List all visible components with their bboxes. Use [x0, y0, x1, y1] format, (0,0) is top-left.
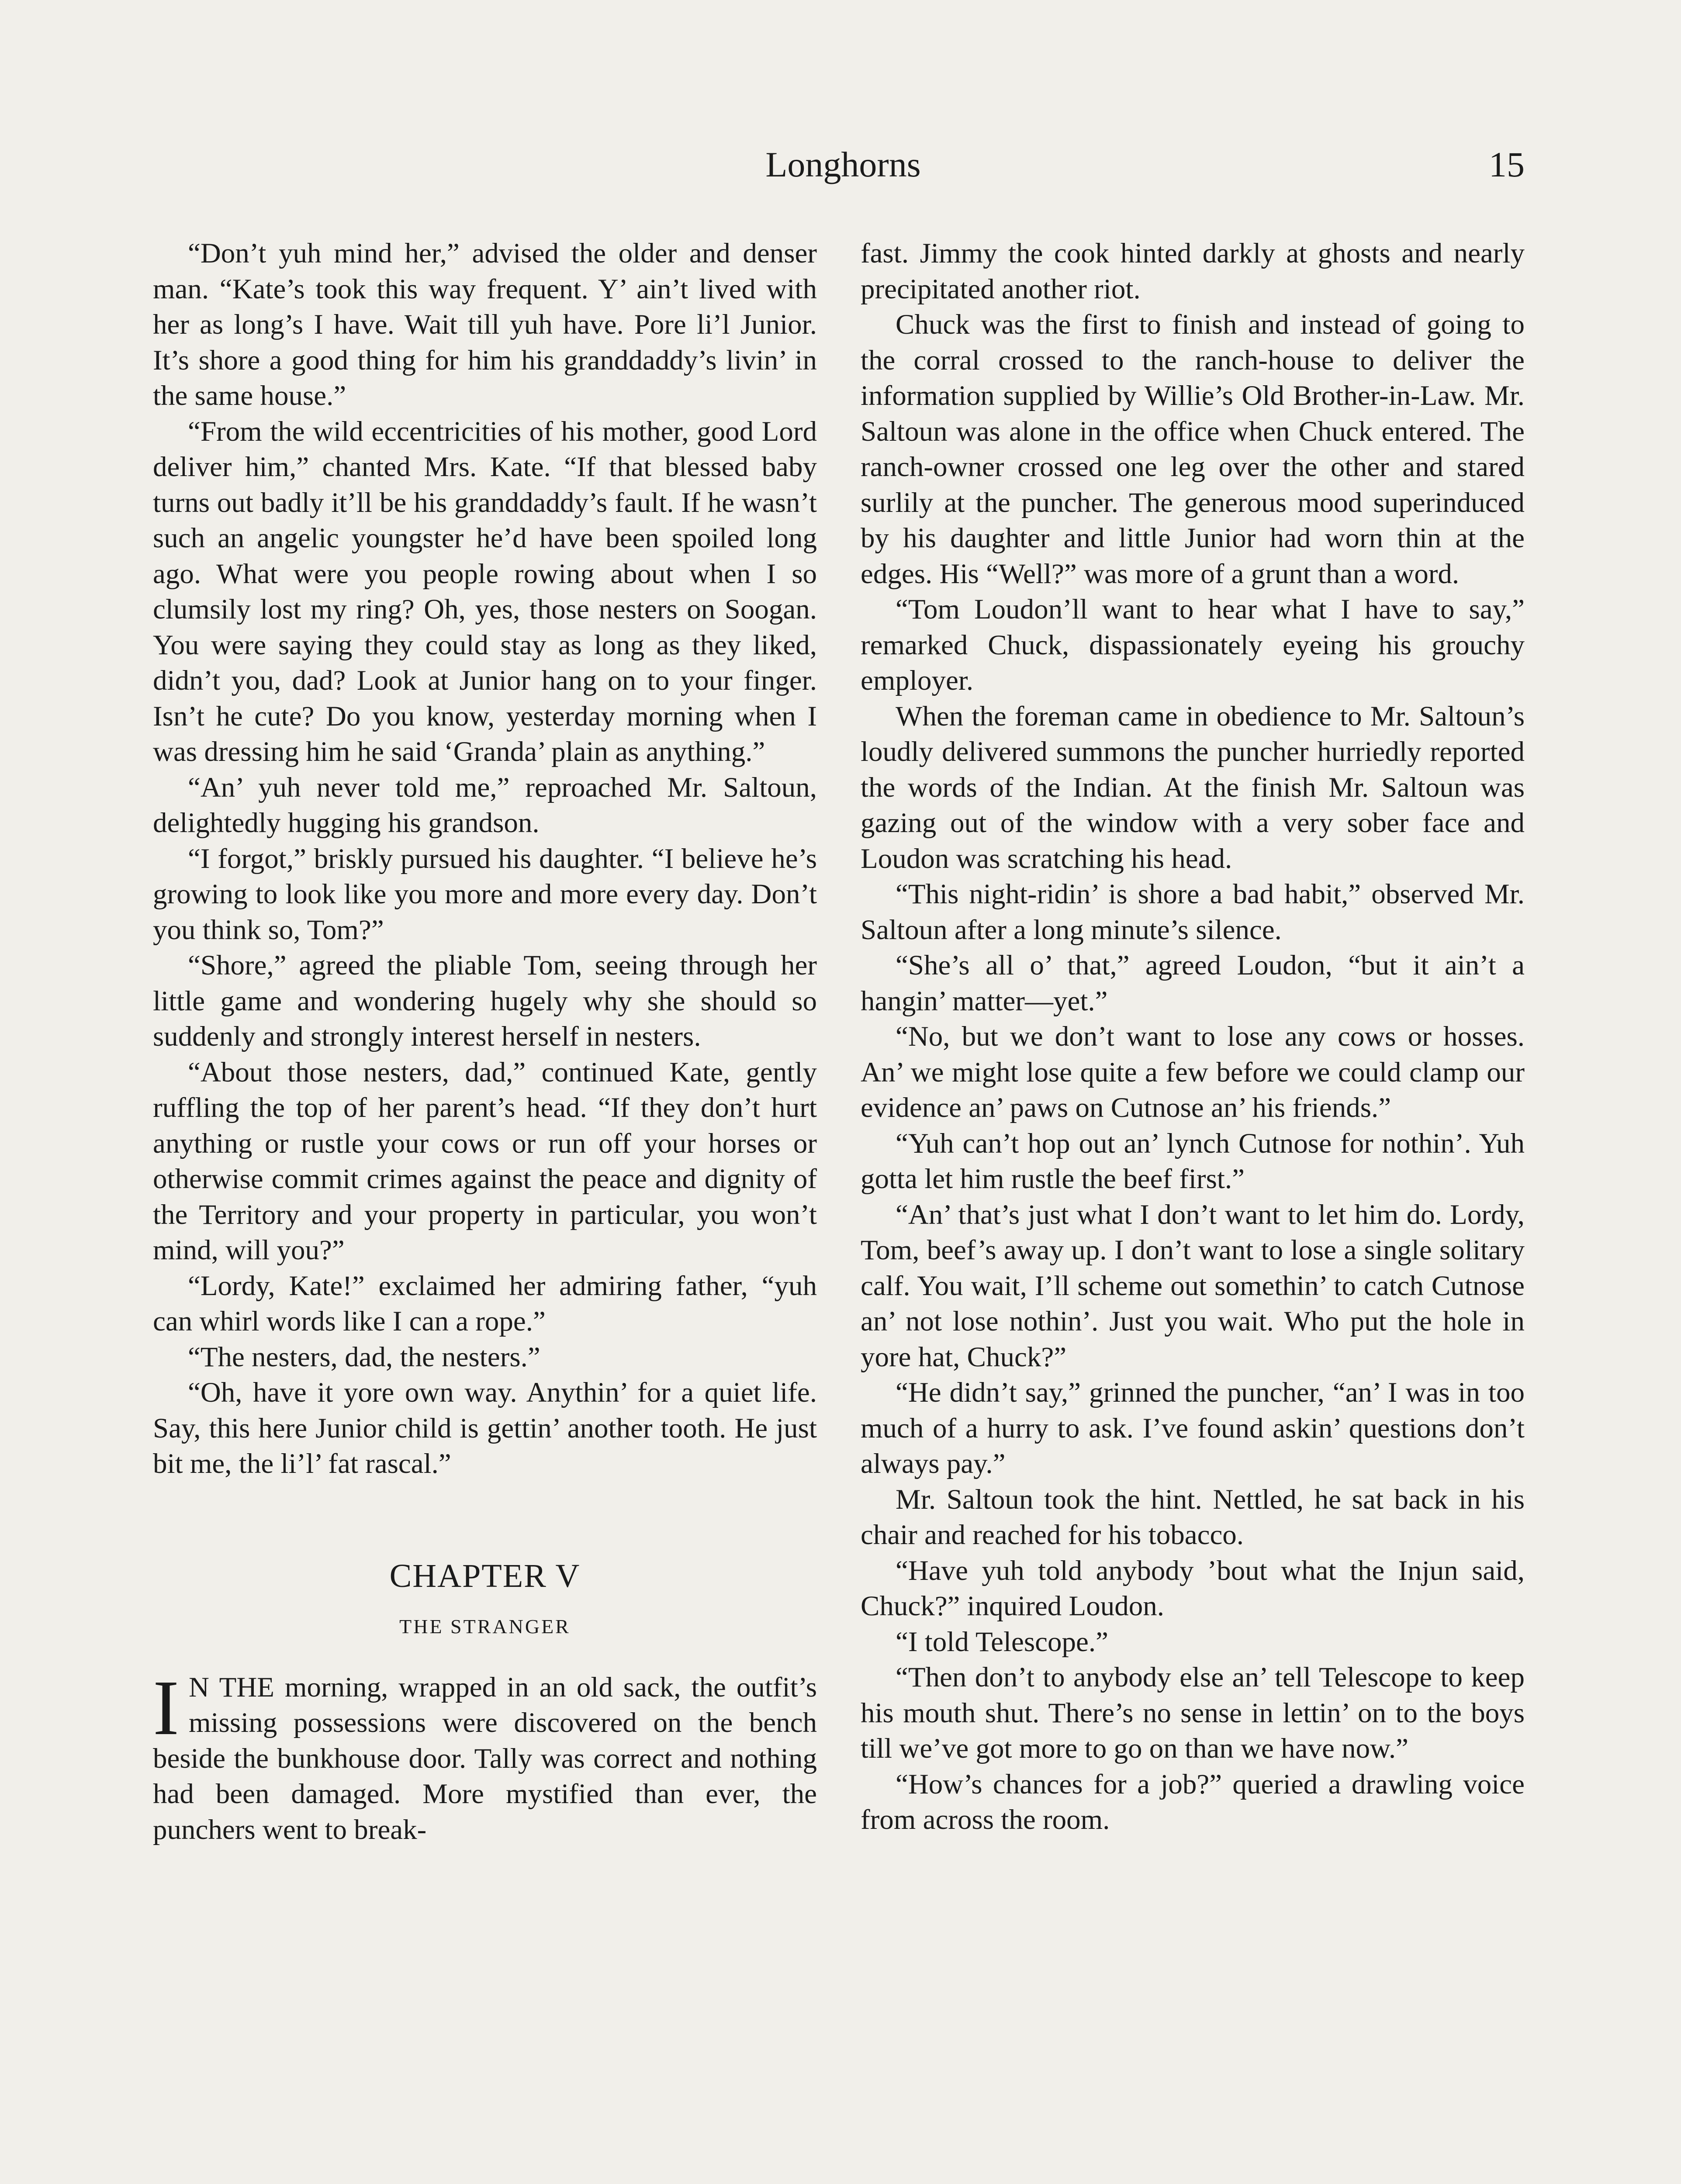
paragraph: When the foreman came in obedience to Mr. Saltoun’s loudly delivered summons the puncher hurriedly reported the words of the Indian. At the finish Mr. Saltoun was gazing out of the window with a very sober face and Loudon was scratching his head. [861, 700, 1525, 874]
paragraph: “He didn’t say,” grinned the puncher, “an’ I was in too much of a hurry to ask. I’ve found askin’ questions don’t always pay.” [861, 1377, 1525, 1479]
running-title: Longhorns [765, 145, 921, 184]
drop-cap: I [153, 1664, 179, 1751]
paragraph: “Tom Loudon’ll want to hear what I have to say,” remarked Chuck, dispassionately eyeing his grouchy employer. [861, 594, 1525, 696]
paragraph-continuation: fast. Jimmy the cook hinted darkly at ghosts and nearly precipitated another riot. [861, 238, 1525, 305]
left-column [153, 236, 817, 1848]
paragraph: “Lordy, Kate!” exclaimed her admiring father, “yuh can whirl words like I can a rope.” [153, 1270, 817, 1337]
page-header [0, 144, 1681, 201]
paragraph: “Shore,” agreed the pliable Tom, seeing through her little game and wondering hugely why she should so suddenly and strongly interest herself in nesters. [153, 950, 817, 1052]
paragraph: “The nesters, dad, the nesters.” [188, 1341, 540, 1373]
paragraph: “I told Telescope.” [896, 1626, 1108, 1658]
paragraph: “How’s chances for a job?” queried a drawling voice from across the room. [861, 1768, 1525, 1835]
paragraph: “Don’t yuh mind her,” advised the older and denser man. “Kate’s took this way frequent. Y’ ain’t lived with her as long’s I have. Wait till yuh have. Pore li’l Junior. It’s shore a good thing for him his granddaddy’s livin’ in the same house.” [153, 238, 817, 411]
paragraph: “About those nesters, dad,” continued Kate, gently ruffling the top of her parent’s head. “If they don’t hurt anything or rustle your cows or run off your horses or otherwise commit crimes against the peace and dignity of the Territory and your property in particular, you won’t mind, will you?” [153, 1056, 817, 1266]
page-number: 15 [1489, 145, 1525, 184]
paragraph: “This night-ridin’ is shore a bad habit,” observed Mr. Saltoun after a long minute’s silence. [861, 878, 1525, 946]
paragraph: “An’ yuh never told me,” reproached Mr. Saltoun, delightedly hugging his grandson. [153, 771, 817, 839]
paragraph: “An’ that’s just what I don’t want to let him do. Lordy, Tom, beef’s away up. I don’t want to lose a single solitary calf. You wait, I’ll scheme out somethin’ to catch Cutnose an’ not lose nothin’. Just you wait. Who put the hole in yore hat, Chuck?” [861, 1199, 1525, 1373]
paragraph: “Oh, have it yore own way. Anythin’ for a quiet life. Say, this here Junior child is gettin’ another tooth. He just bit me, the li’l’ fat rascal.” [153, 1377, 817, 1479]
paragraph: “No, but we don’t want to lose any cows or hosses. An’ we might lose quite a few before we could clamp our evidence an’ paws on Cutnose an’ his friends.” [861, 1021, 1525, 1123]
chapter-opening-paragraph [153, 1664, 817, 1848]
opening-text: N THE morning, wrapped in an old sack, the outfit’s missing possessions were discovered on the bench beside the bunkhouse door. Tally was correct and nothing had been damaged. More mystified than ever, the punchers went to break- [153, 1671, 817, 1845]
paragraph: “Yuh can’t hop out an’ lynch Cutnose for nothin’. Yuh gotta let him rustle the beef first.” [861, 1127, 1525, 1195]
chapter-heading: CHAPTER V [389, 1557, 581, 1594]
chapter-subtitle: THE STRANGER [399, 1615, 571, 1638]
paragraph: “I forgot,” briskly pursued his daughter. “I believe he’s growing to look like you more and more every day. Don’t you think so, Tom?” [153, 843, 817, 946]
paragraph: “She’s all o’ that,” agreed Loudon, “but it ain’t a hangin’ matter—yet.” [861, 950, 1525, 1017]
paragraph: “Have yuh told anybody ’bout what the Injun said, Chuck?” inquired Loudon. [861, 1555, 1525, 1622]
right-column [861, 236, 1525, 1838]
paragraph: “From the wild eccentricities of his mother, good Lord deliver him,” chanted Mrs. Kate. “If that blessed baby turns out badly it’ll be his granddaddy’s fault. If he wasn’t such an angelic youngster he’d have been spoiled long ago. What were you people rowing about when I so clumsily lost my ring? Oh, yes, those nesters on Soogan. You were saying they could stay as long as they liked, didn’t you, dad? Look at Junior hang on to your finger. Isn’t he cute? Do you know, yesterday morning when I was dressing him he said ‘Granda’ plain as anything.” [153, 415, 817, 767]
paragraph: Mr. Saltoun took the hint. Nettled, he sat back in his chair and reached for his tobacco. [861, 1483, 1525, 1551]
paragraph: Chuck was the first to finish and instead of going to the corral crossed to the ranch-house to deliver the information supplied by Willie’s Old Brother-in-Law. Mr. Saltoun was alone in the office when Chuck entered. The ranch-owner crossed one leg over the other and stared surlily at the puncher. The generous mood superinduced by his daughter and little Junior had worn thin at the edges. His “Well?” was more of a grunt than a word. [861, 309, 1525, 590]
paragraph: “Then don’t to anybody else an’ tell Telescope to keep his mouth shut. There’s no sense in lettin’ on to the boys till we’ve got more to go on than we have now.” [861, 1662, 1525, 1764]
